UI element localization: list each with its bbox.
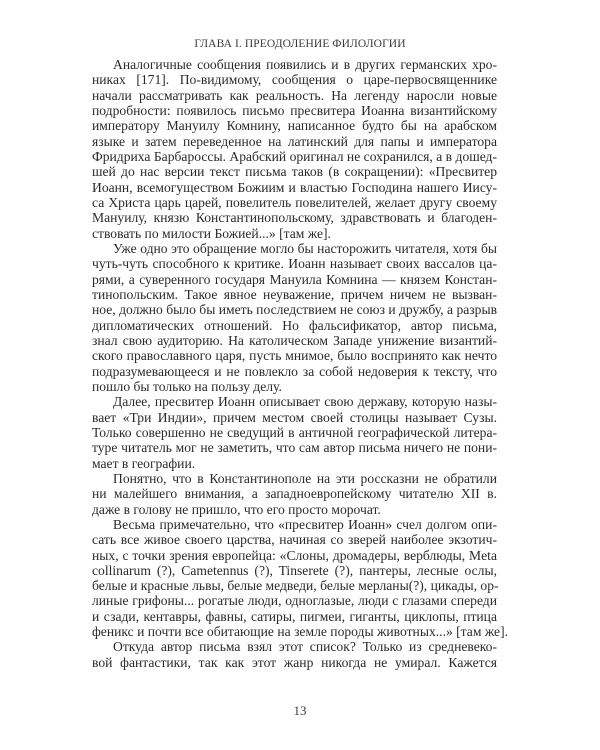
text-line: Весьма примечательно, что «пресвитер Иоанн» счел долгом опи- [113,516,497,532]
text-line: Далее, пресвитер Иоанн описывает свою державу, которую назы- [113,394,497,410]
text-line: Уже одно это обращение могло бы насторожить читателя, хотя бы [113,240,497,256]
text-line: Иоанн, всемогуществом Божиим и властью Господина нашего Иису- [92,179,497,195]
text-line: вой фантастики, так как этот жанр никогда не умирал. Кажется [92,654,497,670]
text-line: линые грифоны... рогатые люди, одноглазые, люди с глазами спереди [92,593,497,609]
text-line: Откуда автор письма взял этот список? Только из средневеко- [113,639,497,655]
page-number: 13 [293,703,307,718]
text-line: пошло бы только на пользу делу. [92,378,282,394]
text-line: тинопольским. Такое явное неуважение, причем ничем не вызван- [92,286,497,302]
text-line: ского православного царя, пусть мнимое, было воспринято как нечто [92,348,497,364]
paragraph [92,241,497,394]
text-line: ное, должно было бы иметь последствием не союз и дружбу, а разрыв [92,302,497,318]
text-line: Только совершенно не сведущий в античной географической литера- [92,424,497,440]
text-line: Понятно, что в Константинополе на эти россказни не обратили [113,470,497,486]
text-line: начали рассматривать как реальность. На легенду наросли новые [92,87,497,103]
text-line: ни малейшего внимания, а западноевропейскому читателю XII в. [92,486,497,502]
text-line: рями, а суверенного государя Мануила Комнина — князем Констан- [92,271,497,287]
text-line: са Христа царь царей, повелитель повелителей, желает другу своему [92,194,497,210]
text-line: collinarum (?), Cametennus (?), Tinserete (?), пантеры, лесные ослы, [92,562,497,578]
body-text [92,57,508,670]
text-line: феникс и почти все обитающие на земле породы животных...» [там же]. [92,624,508,640]
paragraph [92,516,508,640]
paragraph [92,57,497,241]
text-line: сать все живое своего царства, начиная со зверей наиболее экзотич- [92,532,497,548]
text-line: дипломатических отношений. Но фальсификатор, автор письма, [92,317,497,333]
text-line: вает «Три Индии», причем местом своей столицы называет Сузы. [92,409,497,425]
text-line: чуть-чуть способного к критике. Иоанн называет своих вассалов ца- [92,256,497,272]
text-line: подробности: появилось письмо пресвитера Иоанна византийскому [92,102,497,118]
running-header: ГЛАВА I. ПРЕОДОЛЕНИЕ ФИЛОЛОГИИ [194,38,406,50]
text-line: белые и красные львы, белые медведи, белые мерланы(?), цикады, ор- [92,578,499,594]
paragraph [92,471,497,517]
text-line: Аналогичные сообщения появились и в других германских хро- [113,57,497,72]
text-line: и сзади, кентавры, фавны, сатиры, пигмеи, гиганты, циклопы, птица [92,608,497,624]
text-line: Мануилу, князю Константинопольскому, здравствовать и благоден- [92,210,497,226]
paragraph [92,394,497,471]
text-line: ствовать по милости Божией...» [там же]. [92,225,331,241]
text-line: подразумевающееся и не повлекло за собой недоверия к тексту, что [92,363,497,379]
text-line: Фридриха Барбароссы. Арабский оригинал не сохранился, а в дошед- [92,148,497,164]
paragraph [92,639,497,670]
text-line: даже в голову не пришло, что его просто морочат. [92,501,381,517]
text-line: ных, с точки зрения европейца: «Слоны, дромадеры, верблюды, Meta [92,547,497,563]
text-line: шей до нас версии текст письма таков (в сокращении): «Пресвитер [92,164,497,180]
text-line: императору Мануилу Комнину, написанное будто бы на арабском [92,118,497,134]
text-line: языке и затем переведенное на латинский для папы и императора [92,133,497,149]
text-line: знал свою аудиторию. На католическом Западе унижение византий- [92,332,497,348]
text-line: никах [171]. По-видимому, сообщения о царе-первосвященнике [92,72,497,88]
text-line: туре читатель мог не заметить, что сам автор письма ничего не пони- [92,440,497,456]
text-line: мает в географии. [92,455,196,471]
